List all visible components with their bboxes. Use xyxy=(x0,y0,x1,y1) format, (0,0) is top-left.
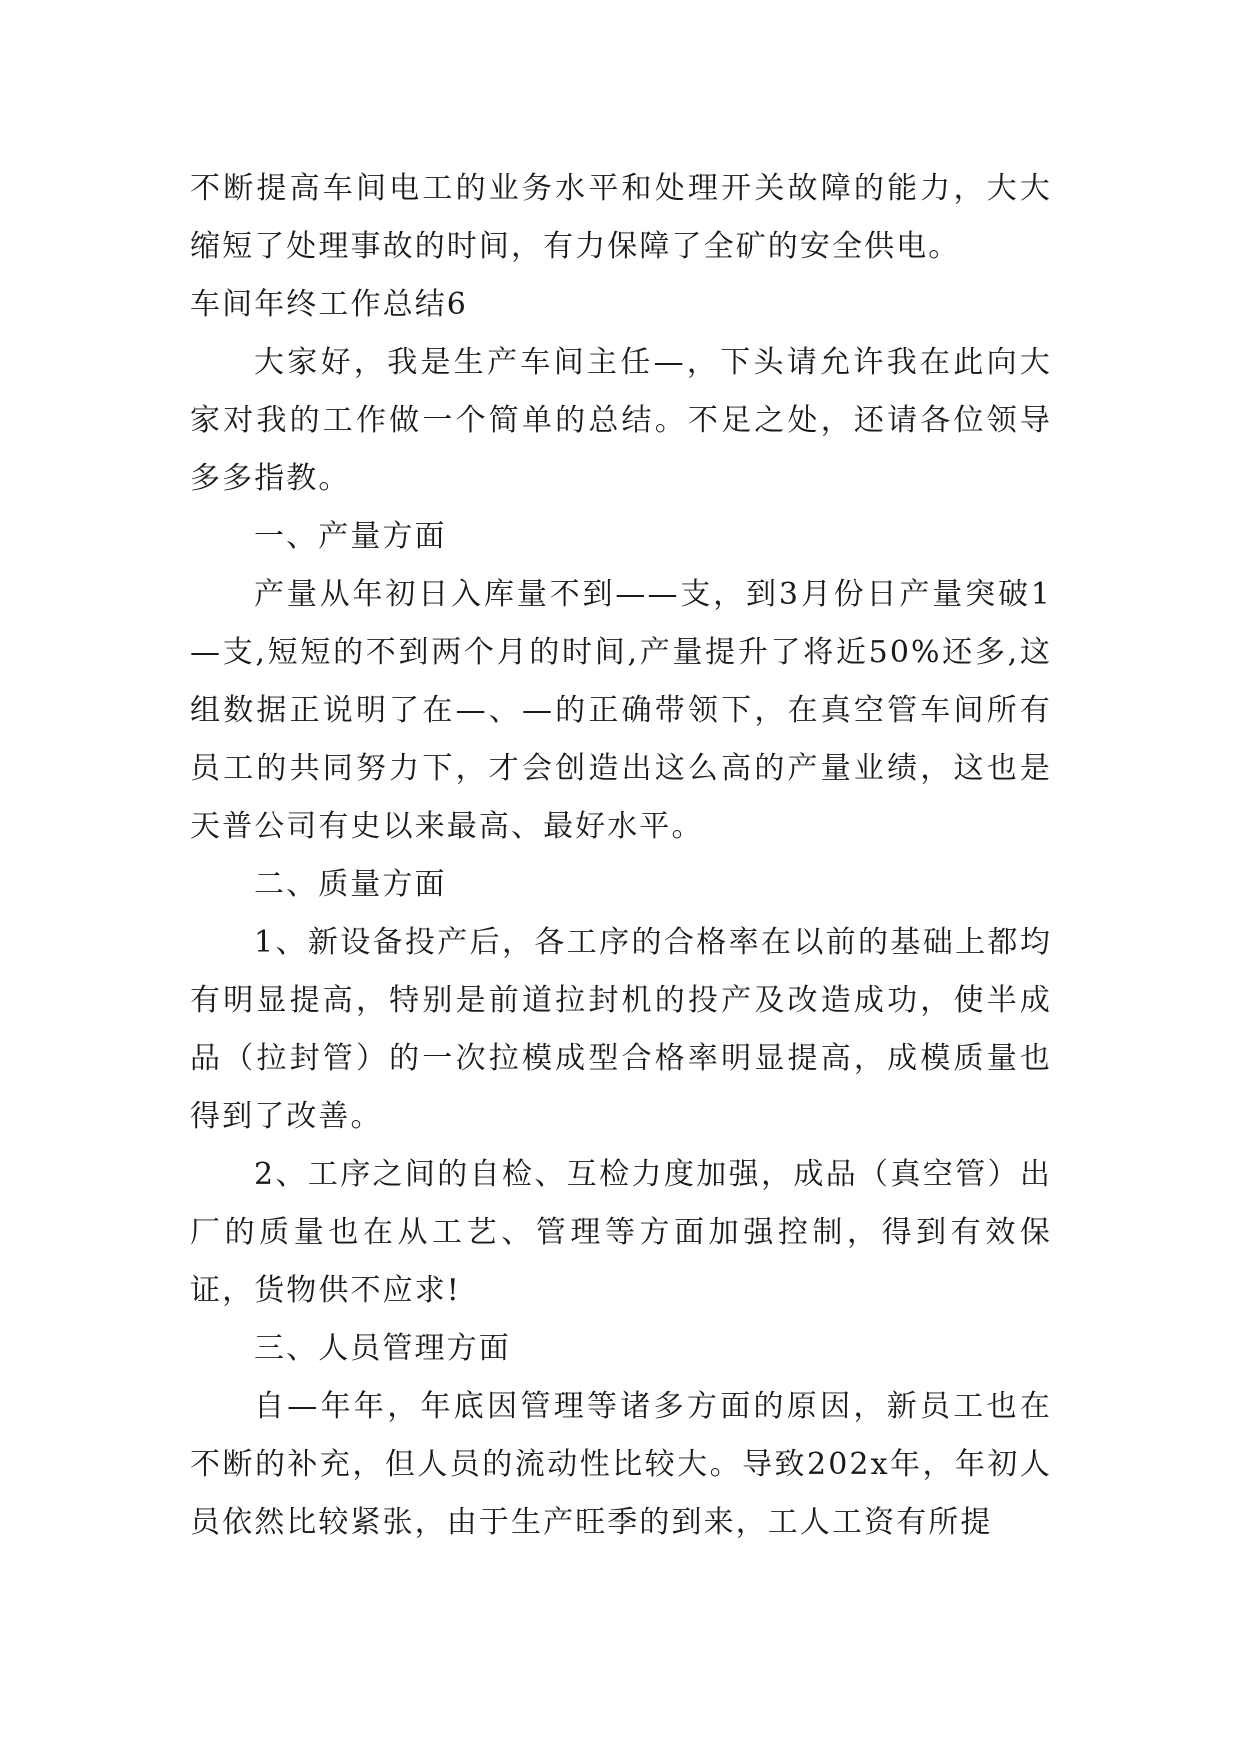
subheading-output: 一、产量方面 xyxy=(254,519,447,554)
paragraph-personnel: 自—年年，年底因管理等诸多方面的原因，新员工也在不断的补充，但人员的流动性比较大。导致202x年，年初人员依然比较紧张，由于生产旺季的到来，工人工资有所提 xyxy=(190,1389,1052,1540)
paragraph-quality-2: 2、工序之间的自检、互检力度加强，成品（真空管）出厂的质量也在从工艺、管理等方面加强控制，得到有效保证，货物供不应求! xyxy=(190,1157,1052,1308)
paragraph-quality-1: 1、新设备投产后，各工序的合格率在以前的基础上都均有明显提高，特别是前道拉封机的投产及改造成功，使半成品（拉封管）的一次拉模成型合格率明显提高，成模质量也得到了改善。 xyxy=(190,925,1052,1134)
subheading-personnel: 三、人员管理方面 xyxy=(254,1331,511,1366)
paragraph-intro: 大家好，我是生产车间主任—，下头请允许我在此向大家对我的工作做一个简单的总结。不足之处，还请各位领导多多指教。 xyxy=(190,345,1052,496)
paragraph-output: 产量从年初日入库量不到——支，到3月份日产量突破1—支,短短的不到两个月的时间,产量提升了将近50%还多,这组数据正说明了在—、—的正确带领下，在真空管车间所有员工的共同努力下，才会创造出这么高的产量业绩，这也是天普公司有史以来最高、最好水平。 xyxy=(190,577,1052,844)
subheading-quality: 二、质量方面 xyxy=(254,867,447,902)
document-body xyxy=(190,160,1052,1552)
paragraph-continuation: 不断提高车间电工的业务水平和处理开关故障的能力，大大缩短了处理事故的时间，有力保障了全矿的安全供电。 xyxy=(190,171,1052,264)
section-heading: 车间年终工作总结6 xyxy=(190,287,468,322)
